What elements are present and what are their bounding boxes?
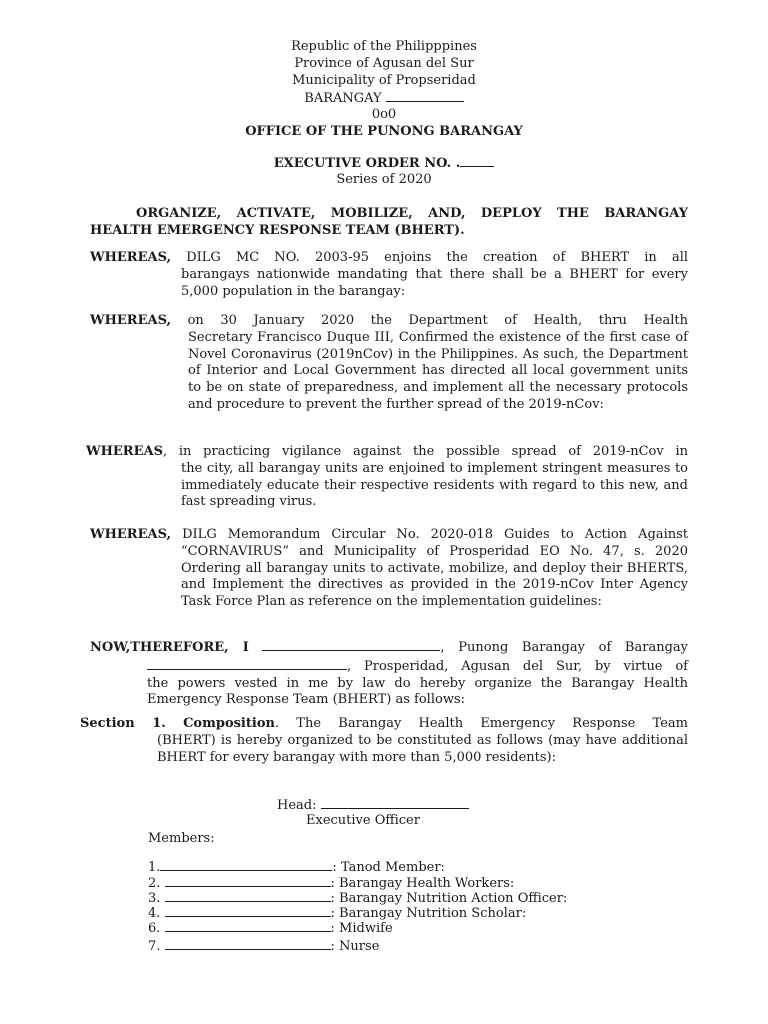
executive-order-series: Series of 2020 <box>336 172 432 187</box>
head-role: Executive Officer <box>306 813 420 828</box>
header-republic: Republic of the Philipppines <box>291 39 477 54</box>
header-province: Province of Agusan del Sur <box>294 56 474 71</box>
member-number: 7. <box>148 939 161 954</box>
document-header <box>0 38 768 140</box>
member-number: 3. <box>148 891 161 906</box>
whereas-body: barangays nationwide mandating that there shall be a BHERT for every 5,000 population in the barangay: <box>181 266 688 299</box>
header-separator: 0o0 <box>371 107 397 122</box>
section-1-composition <box>80 716 688 766</box>
executive-order-label: EXECUTIVE ORDER NO. . <box>273 156 461 171</box>
barangay-blank <box>386 89 464 102</box>
whereas-keyword: WHEREAS <box>86 444 163 459</box>
now-therefore-second-line: , Prosperidad, Agusan del Sur, by virtue of <box>347 658 688 674</box>
member-role: : Barangay Health Workers: <box>330 876 515 891</box>
now-therefore-keyword: NOW,THEREFORE, I <box>90 640 249 655</box>
member-name-blank <box>165 919 331 932</box>
head-line <box>277 796 469 815</box>
header-barangay-label: BARANGAY <box>304 91 382 106</box>
members-label: Members: <box>148 831 215 846</box>
member-number: 1. <box>148 860 161 875</box>
whereas-keyword: WHEREAS, <box>90 250 172 265</box>
punong-barangay-name-blank <box>262 638 440 651</box>
whereas-clause-1 <box>90 250 688 300</box>
section-first-line: . The Barangay Health Emergency Response Team <box>274 716 688 731</box>
office-title: OFFICE OF THE PUNONG BARANGAY <box>245 124 523 139</box>
order-number-blank <box>460 154 494 167</box>
section-label: Section 1. <box>80 716 166 731</box>
member-number: 6. <box>148 921 161 936</box>
whereas-first-line: on 30 January 2020 the Department of Health, thru Health <box>187 313 688 328</box>
member-number: 4. <box>148 906 161 921</box>
member-role: : Nurse <box>330 939 380 954</box>
member-role: : Midwife <box>330 921 393 936</box>
head-name-blank <box>321 796 469 809</box>
member-name-blank <box>165 889 331 902</box>
member-row <box>148 937 379 956</box>
member-role: : Barangay Nutrition Action Officer: <box>330 891 568 906</box>
whereas-clause-3 <box>86 444 688 511</box>
now-therefore-body: the powers vested in me by law do hereby organize the Barangay Health Emergency Response Team (BHERT) as follows: <box>147 675 688 708</box>
section-body: (BHERT) is hereby organized to be constituted as follows (may have additional BHERT for every barangay with more than 5,000 residents): <box>157 732 688 765</box>
executive-order-heading <box>0 154 768 188</box>
member-role: : Barangay Nutrition Scholar: <box>330 906 527 921</box>
member-row <box>148 919 393 938</box>
member-name-blank <box>160 858 332 871</box>
section-heading: Composition <box>183 716 275 731</box>
member-role: : Tanod Member: <box>332 860 445 875</box>
whereas-first-line: , in practicing vigilance against the possible spread of 2019-nCov in <box>162 444 688 459</box>
whereas-body: Secretary Francisco Duque III, Confirmed the existence of the first case of Novel Coronavirus (2019nCov) in the Philippines. As such, the Department of Interior and Local Government has directed all local government units to be on state of preparedness, and implement all the necessary protocols and procedure to prevent the further spread of the 2019-nCov: <box>188 329 688 412</box>
member-name-blank <box>165 904 331 917</box>
whereas-keyword: WHEREAS, <box>90 313 172 328</box>
now-therefore-clause <box>90 638 688 709</box>
executive-order-number <box>0 154 768 171</box>
now-therefore-first-line: , Punong Barangay of Barangay <box>440 640 688 655</box>
whereas-keyword: WHEREAS, <box>90 527 172 542</box>
member-name-blank <box>165 874 331 887</box>
whereas-body: “CORNAVIRUS” and Municipality of Prosperidad EO No. 47, s. 2020 Ordering all barangay units to activate, mobilize, and deploy their BHERTS, and Implement the directives as provided in the 2019-nCov Inter Agency Task Force Plan as reference on the implementation guidelines: <box>181 543 688 610</box>
member-number: 2. <box>148 876 161 891</box>
header-municipality: Municipality of Propseridad <box>292 73 476 88</box>
member-name-blank <box>165 937 331 950</box>
whereas-clause-2 <box>90 313 688 414</box>
header-barangay <box>0 89 768 106</box>
whereas-clause-4 <box>90 527 688 611</box>
order-subject: ORGANIZE, ACTIVATE, MOBILIZE, AND, DEPLOY THE BARANGAY HEALTH EMERGENCY RESPONSE TEAM (BHERT). <box>90 206 688 238</box>
barangay-name-blank <box>147 657 347 670</box>
whereas-first-line: DILG Memorandum Circular No. 2020-018 Guides to Action Against <box>182 527 688 542</box>
head-label: Head: <box>277 798 317 813</box>
whereas-body: the city, all barangay units are enjoined to implement stringent measures to immediately educate their respective residents with regard to this new, and fast spreading virus. <box>181 460 688 510</box>
whereas-first-line: DILG MC NO. 2003-95 enjoins the creation of BHERT in all <box>186 250 689 265</box>
